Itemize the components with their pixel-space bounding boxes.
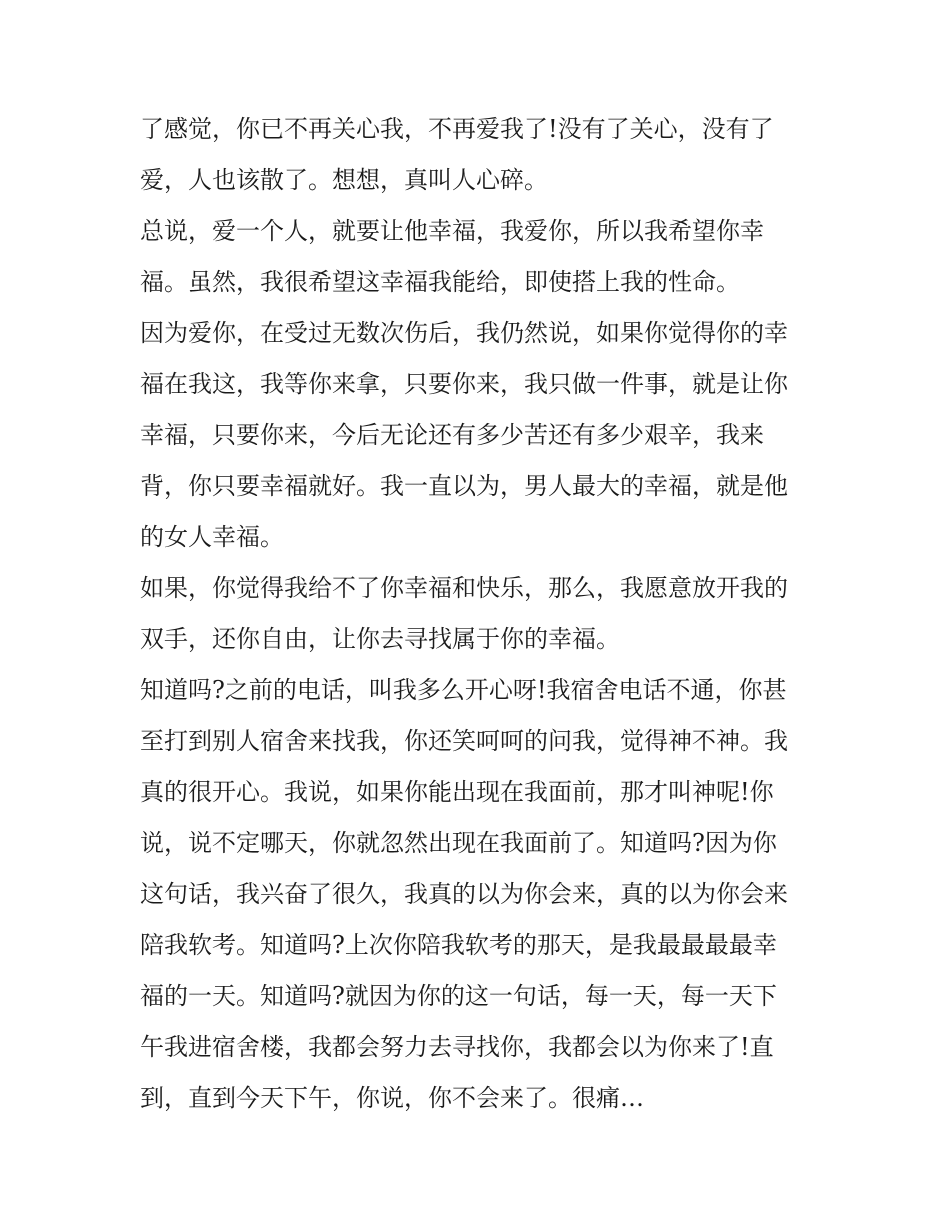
text-line: 总说，爱一个人，就要让他幸福，我爱你，所以我希望你幸 bbox=[140, 217, 764, 245]
text-line: 福的一天。知道吗?就因为你的这一句话，每一天，每一天下 bbox=[140, 982, 777, 1010]
text-line: 知道吗?之前的电话，叫我多么开心呀!我宿舍电话不通，你甚 bbox=[140, 676, 787, 704]
text-line: 如果，你觉得我给不了你幸福和快乐，那么，我愿意放开我的 bbox=[140, 574, 788, 602]
text-line: 这句话，我兴奋了很久，我真的以为你会来，真的以为你会来 bbox=[140, 880, 788, 908]
text-line: 幸福，只要你来，今后无论还有多少苦还有多少艰辛，我来 bbox=[140, 421, 764, 449]
text-line: 到，直到今天下午，你说，你不会来了。很痛… bbox=[140, 1084, 644, 1112]
text-line: 因为爱你，在受过无数次伤后，我仍然说，如果你觉得你的幸 bbox=[140, 319, 788, 347]
text-line: 双手，还你自由，让你去寻找属于你的幸福。 bbox=[140, 625, 620, 653]
text-line: 至打到别人宿舍来找我，你还笑呵呵的问我，觉得神不神。我 bbox=[140, 727, 788, 755]
text-line: 真的很开心。我说，如果你能出现在我面前，那才叫神呢!你 bbox=[140, 778, 774, 806]
text-line: 福在我这，我等你来拿，只要你来，我只做一件事，就是让你 bbox=[140, 370, 788, 398]
text-line: 的女人幸福。 bbox=[140, 523, 284, 551]
text-line: 陪我软考。知道吗?上次你陪我软考的那天，是我最最最最幸 bbox=[140, 931, 777, 959]
text-line: 说，说不定哪天，你就忽然出现在我面前了。知道吗?因为你 bbox=[140, 829, 777, 857]
text-line: 背，你只要幸福就好。我一直以为，男人最大的幸福，就是他 bbox=[140, 472, 788, 500]
text-line: 爱，人也该散了。想想，真叫人心碎。 bbox=[140, 166, 548, 194]
body-text bbox=[140, 104, 820, 1124]
text-line: 了感觉，你已不再关心我，不再爱我了!没有了关心，没有了 bbox=[140, 115, 774, 143]
text-line: 午我进宿舍楼，我都会努力去寻找你，我都会以为你来了!直 bbox=[140, 1033, 774, 1061]
text-line: 福。虽然，我很希望这幸福我能给，即使搭上我的性命。 bbox=[140, 268, 740, 296]
